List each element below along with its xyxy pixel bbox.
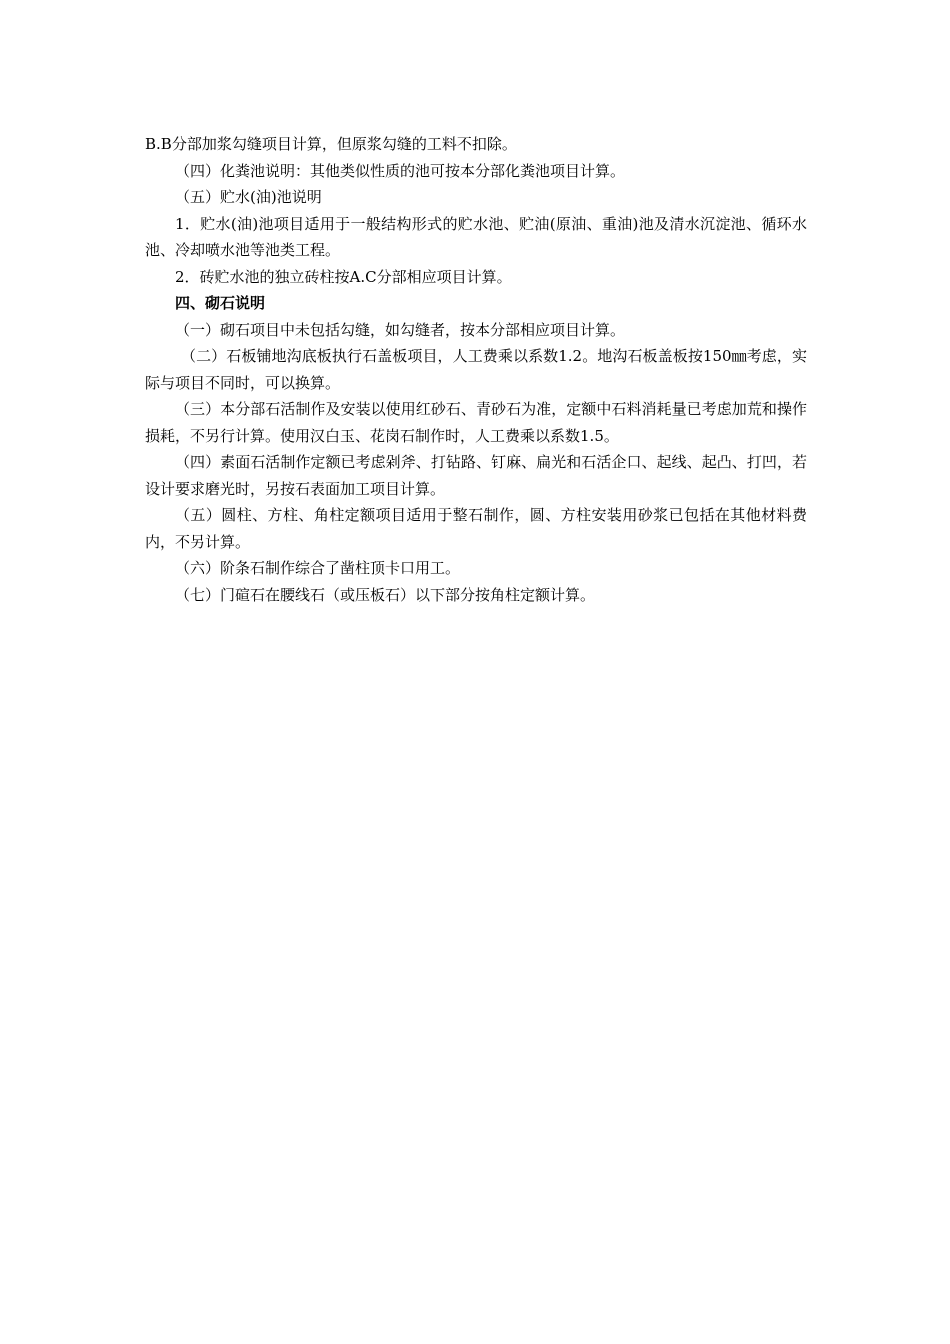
document-body	[145, 131, 807, 608]
section-heading-masonry-stone: 四、砌石说明	[175, 294, 266, 312]
paragraph-continuation: B.B分部加浆勾缝项目计算，但原浆勾缝的工料不扣除。	[145, 135, 517, 153]
paragraph-stone-item-6: （六）阶条石制作综合了凿柱顶卡口用工。	[175, 559, 461, 577]
paragraph-storage-tank-item-2: 2．砖贮水池的独立砖柱按A.C分部相应项目计算。	[175, 267, 512, 286]
paragraph-storage-tank-item-1: 1．贮水(油)池项目适用于一般结构形式的贮水池、贮油(原油、重油)池及清水沉淀池、循环水池、冷却喷水池等池类工程。	[145, 214, 807, 259]
paragraph-stone-item-7: （七）门碹石在腰线石（或压板石）以下部分按角柱定额计算。	[175, 585, 596, 604]
paragraph-stone-item-2: （二）石板铺地沟底板执行石盖板项目，人工费乘以系数1.2。地沟石板盖板按150㎜考虑，实际与项目不同时，可以换算。	[145, 347, 807, 392]
subheading-storage-tank: （五）贮水(油)池说明	[175, 188, 322, 206]
paragraph-stone-item-1: （一）砌石项目中未包括勾缝，如勾缝者，按本分部相应项目计算。	[175, 320, 626, 339]
paragraph-septic-tank-note: （四）化粪池说明：其他类似性质的池可按本分部化粪池项目计算。	[175, 161, 626, 180]
paragraph-stone-item-5: （五）圆柱、方柱、角柱定额项目适用于整石制作，圆、方柱安装用砂浆已包括在其他材料费内，不另计算。	[145, 506, 807, 551]
paragraph-stone-item-4: （四）素面石活制作定额已考虑剁斧、打钻路、钉麻、扁光和石活企口、起线、起凸、打凹，若设计要求磨光时，另按石表面加工项目计算。	[145, 453, 807, 498]
paragraph-stone-item-3: （三）本分部石活制作及安装以使用红砂石、青砂石为准，定额中石料消耗量已考虑加荒和操作损耗，不另行计算。使用汉白玉、花岗石制作时，人工费乘以系数1.5。	[145, 400, 807, 445]
